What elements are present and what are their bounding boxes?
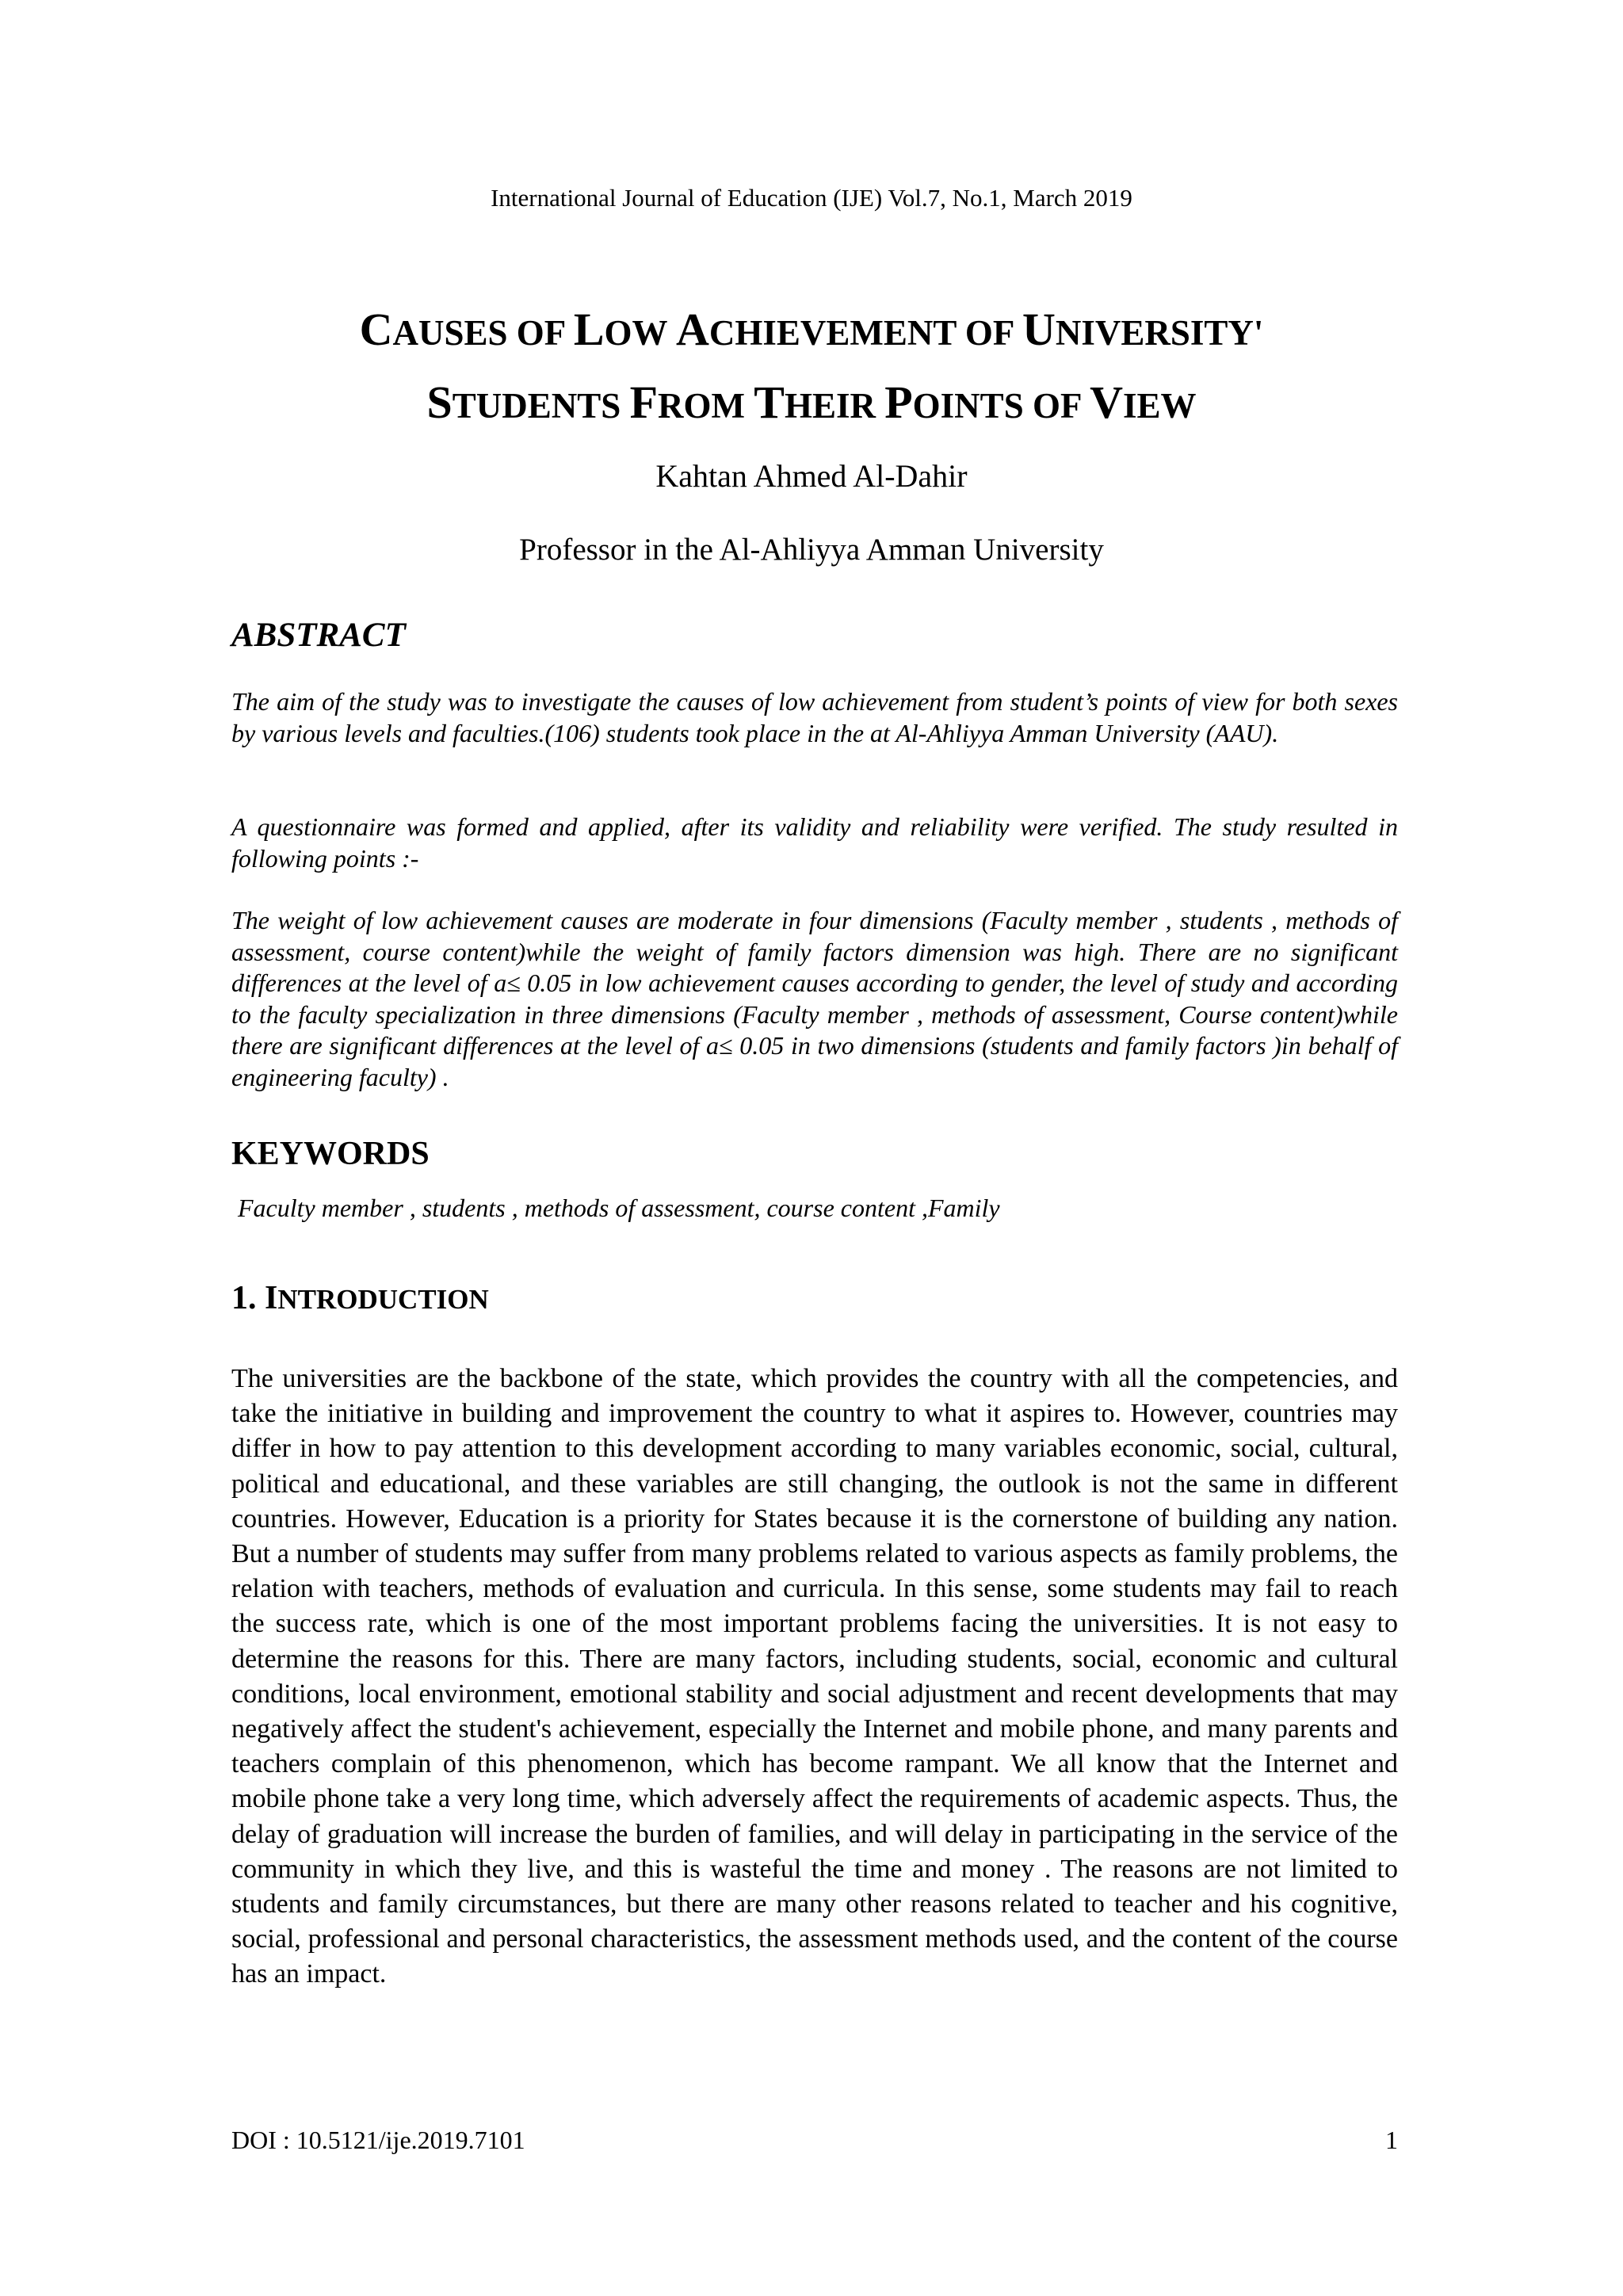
title-word-cap: F — [629, 376, 659, 428]
title-word — [1033, 376, 1090, 428]
introduction-paragraph: The universities are the backbone of the state, which provides the country with all the competencies, and take the initiative in building and improvement the country to what it aspires to. However, countries may differ in how to pay attention to this development according to many variables economic, social, cultural, political and educational, and these variables are still changing, the outlook is not the same in different countries. However, Education is a priority for States because it is the cornerstone of building any nation. But a number of students may suffer from many problems related to various aspects as family problems, the relation with teachers, methods of evaluation and curricula. In this sense, some students may fail to reach the success rate, which is one of the most important problems facing the universities. It is not easy to determine the reasons for this. There are many factors, including students, social, economic and cultural conditions, local environment, emotional stability and social adjustment and recent developments that may negatively affect the student's achievement, especially the Internet and mobile phone, and many parents and teachers complain of this phenomenon, which has become rampant. We all know that the Internet and mobile phone take a very long time, which adversely affect the requirements of academic aspects. Thus, the delay of graduation will increase the burden of families, and will delay in participating in the service of the community in which they live, and this is wasteful the time and money . The reasons are not limited to students and family circumstances, but there are many other reasons related to teacher and his cognitive, social, professional and personal characteristics, the assessment methods used, and the content of the course has an impact. — [231, 1364, 1398, 1989]
title-word-rest: OINTS — [912, 386, 1033, 426]
title-word — [965, 304, 1022, 355]
title-word — [1022, 304, 1263, 355]
title-word-cap: U — [1022, 304, 1056, 355]
abstract-paragraph-3: The weight of low achievement causes are moderate in four dimensions (Faculty member , students , methods of assessment, course content)while the weight of family factors dimension was high. There are no significant differences at the level of a≤ 0.05 in low achievement causes according to gender, the level of study and according to the faculty specialization in three dimensions (Faculty member , methods of assessment, Course content)while there are significant differences at the level of a≤ 0.05 in two dimensions (students and family factors )in behalf of engineering faculty) . — [231, 906, 1398, 1091]
author-affiliation: Professor in the Al-Ahliyya Amman University — [519, 533, 1104, 567]
title-word-rest: OF — [1032, 386, 1090, 426]
title-word — [676, 304, 965, 355]
title-word-rest: AUSES — [392, 313, 517, 353]
title-word — [427, 376, 630, 428]
paper-title — [0, 295, 1623, 441]
title-word-rest: HEIR — [784, 386, 885, 426]
doi-text: DOI : 10.5121/ije.2019.7101 — [231, 2126, 525, 2154]
title-word-rest: OF — [516, 313, 574, 353]
title-word — [754, 376, 884, 428]
title-word-cap: T — [754, 376, 785, 428]
title-word — [360, 304, 517, 355]
title-line-2 — [0, 368, 1623, 441]
running-header: International Journal of Education (IJE) Vol.7, No.1, March 2019 — [491, 184, 1132, 212]
title-word-cap: S — [426, 376, 453, 428]
title-word-cap: L — [573, 304, 605, 355]
abstract-paragraph-2: A questionnaire was formed and applied, after its validity and reliability were verified. The study resulted in following points :- — [231, 812, 1398, 873]
author-name: Kahtan Ahmed Al-Dahir — [655, 458, 968, 494]
title-word-cap: P — [884, 376, 913, 428]
title-line-1 — [0, 295, 1623, 368]
title-word-rest: NIVERSITY' — [1055, 313, 1264, 353]
title-word-rest: OF — [964, 313, 1022, 353]
title-word-rest: OW — [604, 313, 676, 353]
keywords-list: Faculty member , students , methods of assessment, course content ,Family — [238, 1194, 1000, 1222]
title-word-rest: CHIEVEMENT — [708, 313, 965, 353]
introduction-heading — [231, 1278, 489, 1320]
title-word-cap: A — [676, 304, 709, 355]
title-word-cap: C — [359, 304, 393, 355]
abstract-heading: ABSTRACT — [231, 617, 406, 654]
title-word — [574, 304, 676, 355]
introduction-number: 1. I — [231, 1280, 278, 1316]
introduction-heading-rest: NTRODUCTION — [277, 1284, 489, 1315]
page-number: 1 — [1385, 2126, 1398, 2154]
title-word-rest: IEW — [1122, 386, 1197, 426]
title-word — [1090, 376, 1196, 428]
title-word-cap: V — [1090, 376, 1123, 428]
keywords-heading: KEYWORDS — [231, 1136, 430, 1172]
title-word-rest: TUDENTS — [452, 386, 630, 426]
title-word — [517, 304, 574, 355]
title-word — [884, 376, 1033, 428]
title-word-rest: ROM — [658, 386, 754, 426]
abstract-paragraph-1: The aim of the study was to investigate the causes of low achievement from student’s points of view for both sexes by various levels and faculties.(106) students took place in the at Al-Ahliyya Amman University (AAU). — [231, 687, 1398, 747]
title-word — [630, 376, 754, 428]
